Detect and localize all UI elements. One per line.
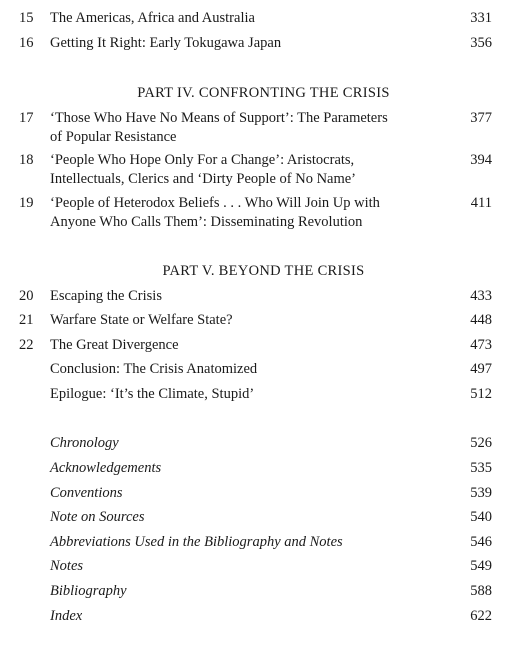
chapter-title: The Great Divergence <box>50 337 179 353</box>
toc-entry-19[interactable] <box>0 194 527 232</box>
page-number: 546 <box>470 534 492 550</box>
page-number: 433 <box>470 288 492 304</box>
back-matter-title: Bibliography <box>50 583 127 599</box>
part-heading-iv: PART IV. CONFRONTING THE CRISIS <box>137 85 390 101</box>
page-number: 535 <box>470 460 492 476</box>
chapter-title: Epilogue: ‘It’s the Climate, Stupid’ <box>50 386 255 402</box>
page-number: 540 <box>470 509 492 525</box>
chapter-number: 15 <box>19 10 34 26</box>
part-heading-v: PART V. BEYOND THE CRISIS <box>162 263 365 279</box>
page-number: 356 <box>470 35 492 51</box>
chapter-title-line-2: of Popular Resistance <box>50 129 177 145</box>
chapter-number: 21 <box>19 312 34 328</box>
page-number: 331 <box>470 10 492 26</box>
page-number: 526 <box>470 435 492 451</box>
chapter-number: 20 <box>19 288 34 304</box>
page-number: 411 <box>470 195 492 211</box>
chapter-title-line-2: Anyone Who Calls Them’: Disseminating Revolution <box>50 214 363 230</box>
page-number: 394 <box>470 152 492 168</box>
back-matter-title: Notes <box>50 558 84 574</box>
page-number: 497 <box>470 361 492 377</box>
back-matter-title: Chronology <box>50 435 119 451</box>
chapter-number: 22 <box>19 337 34 353</box>
page-number: 448 <box>470 312 492 328</box>
chapter-number: 17 <box>19 110 34 126</box>
back-matter-title: Conventions <box>50 485 123 501</box>
chapter-title: Conclusion: The Crisis Anatomized <box>50 361 258 377</box>
chapter-title: Escaping the Crisis <box>50 288 162 304</box>
chapter-title-line-1: ‘People Who Hope Only For a Change’: Aristocrats, <box>50 152 355 168</box>
toc-entry-17[interactable] <box>0 109 527 147</box>
back-matter-title: Acknowledgements <box>50 460 162 476</box>
page-number: 377 <box>470 110 492 126</box>
chapter-number: 16 <box>19 35 34 51</box>
back-matter-title: Abbreviations Used in the Bibliography and Notes <box>50 534 343 550</box>
chapter-number: 19 <box>19 195 34 211</box>
page-number: 622 <box>470 608 492 624</box>
chapter-title-line-2: Intellectuals, Clerics and ‘Dirty People of No Name’ <box>50 171 357 187</box>
chapter-title-line-1: ‘People of Heterodox Beliefs . . . Who Will Join Up with <box>50 195 380 211</box>
chapter-title: Getting It Right: Early Tokugawa Japan <box>50 35 282 51</box>
page-number: 473 <box>470 337 492 353</box>
chapter-title-line-1: ‘Those Who Have No Means of Support’: The Parameters <box>50 110 388 126</box>
page-number: 539 <box>470 485 492 501</box>
page-number: 588 <box>470 583 492 599</box>
toc-entry-18[interactable] <box>0 151 527 189</box>
back-matter-title: Note on Sources <box>50 509 145 525</box>
chapter-title: The Americas, Africa and Australia <box>50 10 255 26</box>
page-number: 549 <box>470 558 492 574</box>
page-number: 512 <box>470 386 492 402</box>
chapter-number: 18 <box>19 152 34 168</box>
back-matter-title: Index <box>50 608 83 624</box>
chapter-title: Warfare State or Welfare State? <box>50 312 233 328</box>
